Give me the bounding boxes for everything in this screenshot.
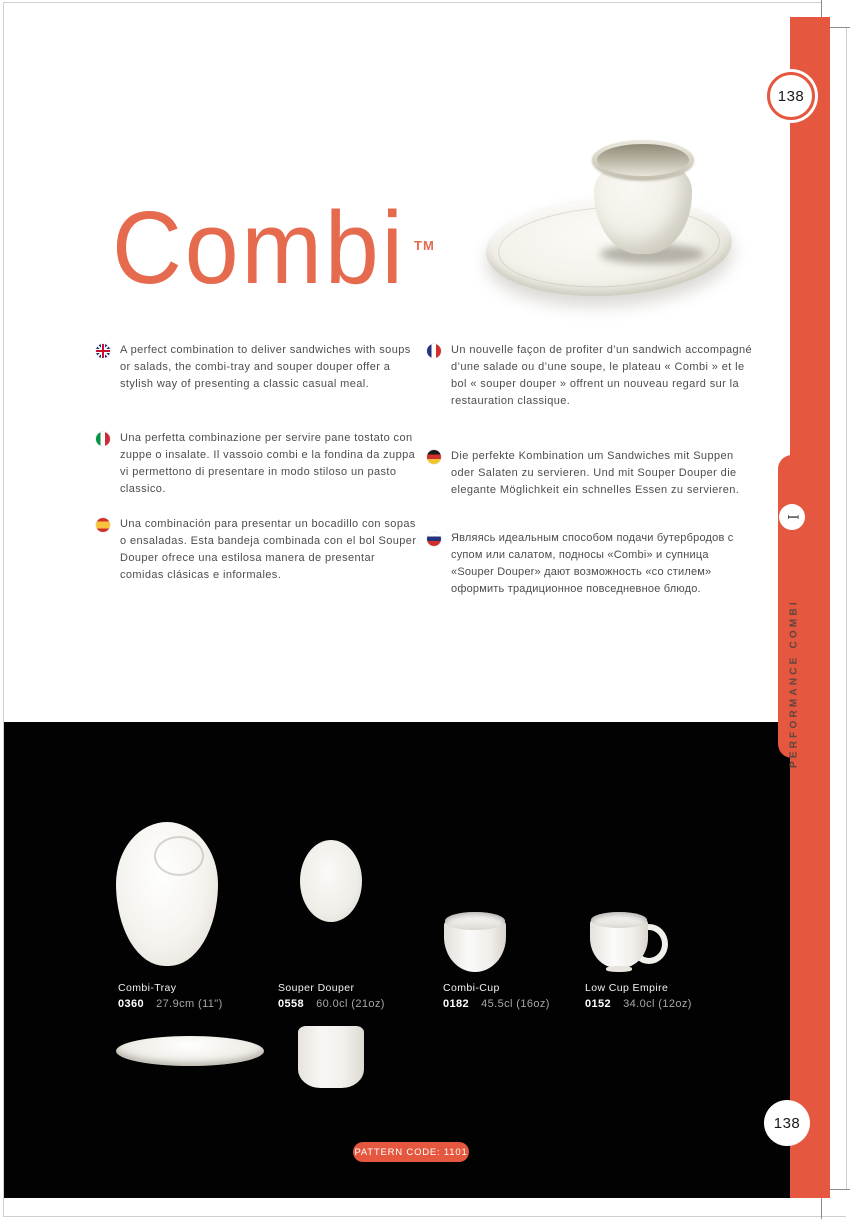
souper-douper-bowl	[300, 840, 362, 922]
section-tab-label: PERFORMANCE COMBI	[788, 599, 800, 768]
pattern-code-label: PATTERN CODE: 1101	[354, 1146, 468, 1158]
uk-flag-icon	[96, 344, 110, 358]
page-number-top: 138	[777, 87, 805, 105]
product-code: 0360	[118, 998, 145, 1010]
frame-right	[846, 27, 847, 1190]
combi-cup-rim	[445, 912, 505, 930]
product-name: Souper Douper	[278, 982, 355, 994]
product-label	[443, 982, 550, 1010]
product-name: Low Cup Empire	[585, 982, 669, 994]
product-size: 60.0cl (21oz)	[316, 998, 385, 1010]
product-size: 45.5cl (16oz)	[481, 998, 550, 1010]
product-label	[278, 982, 385, 1010]
intro-paragraph-it: Una perfetta combinazione per servire pane tostato con zuppe o insalate. Il vassoio combi e la fondina da zuppa vi permettono di presentare in modo stiloso un pasto classico.	[120, 432, 416, 495]
product-size: 34.0cl (12oz)	[623, 998, 692, 1010]
section-index-badge	[779, 504, 805, 530]
products-panel	[4, 722, 830, 1198]
crop-mark-bottom-horizontal	[830, 1189, 850, 1190]
product-code: 0182	[443, 998, 470, 1010]
crop-mark-top-horizontal	[830, 27, 850, 28]
intro-paragraph-fr: Un nouvelle façon de profiter d’un sandwich accompagné d’une salade ou d’une soupe, le plateau « Combi » et le bol « souper douper » offrent un nouveau regard sur la restauration classique.	[451, 344, 753, 407]
product-name: Combi-Tray	[118, 982, 177, 994]
crop-mark-bottom-vertical	[821, 1198, 822, 1219]
combi-cup-image	[444, 912, 506, 972]
frame-top	[3, 2, 821, 3]
page-number-bottom: 138	[773, 1114, 801, 1132]
france-flag-icon	[427, 344, 441, 358]
combi-tray-ring-detail	[154, 836, 204, 876]
page-number-badge-bottom	[764, 1100, 810, 1146]
frame-bottom	[3, 1216, 846, 1217]
combi-tray-side-view	[116, 1036, 264, 1066]
hero-cup-rim	[592, 140, 694, 180]
combi-tray-top-view	[116, 822, 218, 966]
page-title: Combi	[112, 190, 406, 305]
low-cup-empire-image	[590, 912, 670, 974]
product-label	[118, 982, 223, 1010]
section-index-letter: I	[784, 514, 800, 520]
trademark-symbol: TM	[414, 238, 435, 253]
product-code: 0152	[585, 998, 612, 1010]
product-size: 27.9cm (11")	[156, 998, 223, 1010]
page-number-badge-top	[764, 69, 818, 123]
combi-tray-image	[116, 822, 276, 982]
spain-flag-icon	[96, 518, 110, 532]
intro-paragraph-de: Die perfekte Kombination um Sandwiches mit Suppen oder Salaten zu servieren. Und mit Souper Douper die elegante Möglichkeit ein schnelles Essen zu servieren.	[451, 450, 740, 496]
germany-flag-icon	[427, 450, 441, 464]
souper-douper-image	[298, 840, 368, 990]
russia-flag-icon	[427, 532, 441, 546]
low-cup-foot	[606, 966, 632, 972]
pattern-code-badge	[353, 1142, 469, 1162]
intro-paragraph-ru: Являясь идеальным способом подачи бутербродов с супом или салатом, подносы «Combi» и супница «Souper Douper» дают возможность «со стилем» оформить традиционное повседневное блюдо.	[451, 532, 734, 595]
product-label	[585, 982, 692, 1010]
product-name: Combi-Cup	[443, 982, 500, 994]
intro-paragraph-es: Una combinación para presentar un bocadillo con sopas o ensaladas. Esta bandeja combinada con el bol Souper Douper ofrece una estilosa manera de presentar comidas clásicas e informales.	[120, 518, 417, 581]
intro-paragraph-en: A perfect combination to deliver sandwiches with soups or salads, the combi-tray and souper douper offer a stylish way of presenting a classic casual meal.	[120, 344, 411, 390]
product-code: 0558	[278, 998, 305, 1010]
crop-mark-top-vertical	[821, 0, 822, 17]
low-cup-rim	[591, 912, 647, 928]
souper-douper-beaker	[298, 1026, 364, 1088]
italy-flag-icon	[96, 432, 110, 446]
